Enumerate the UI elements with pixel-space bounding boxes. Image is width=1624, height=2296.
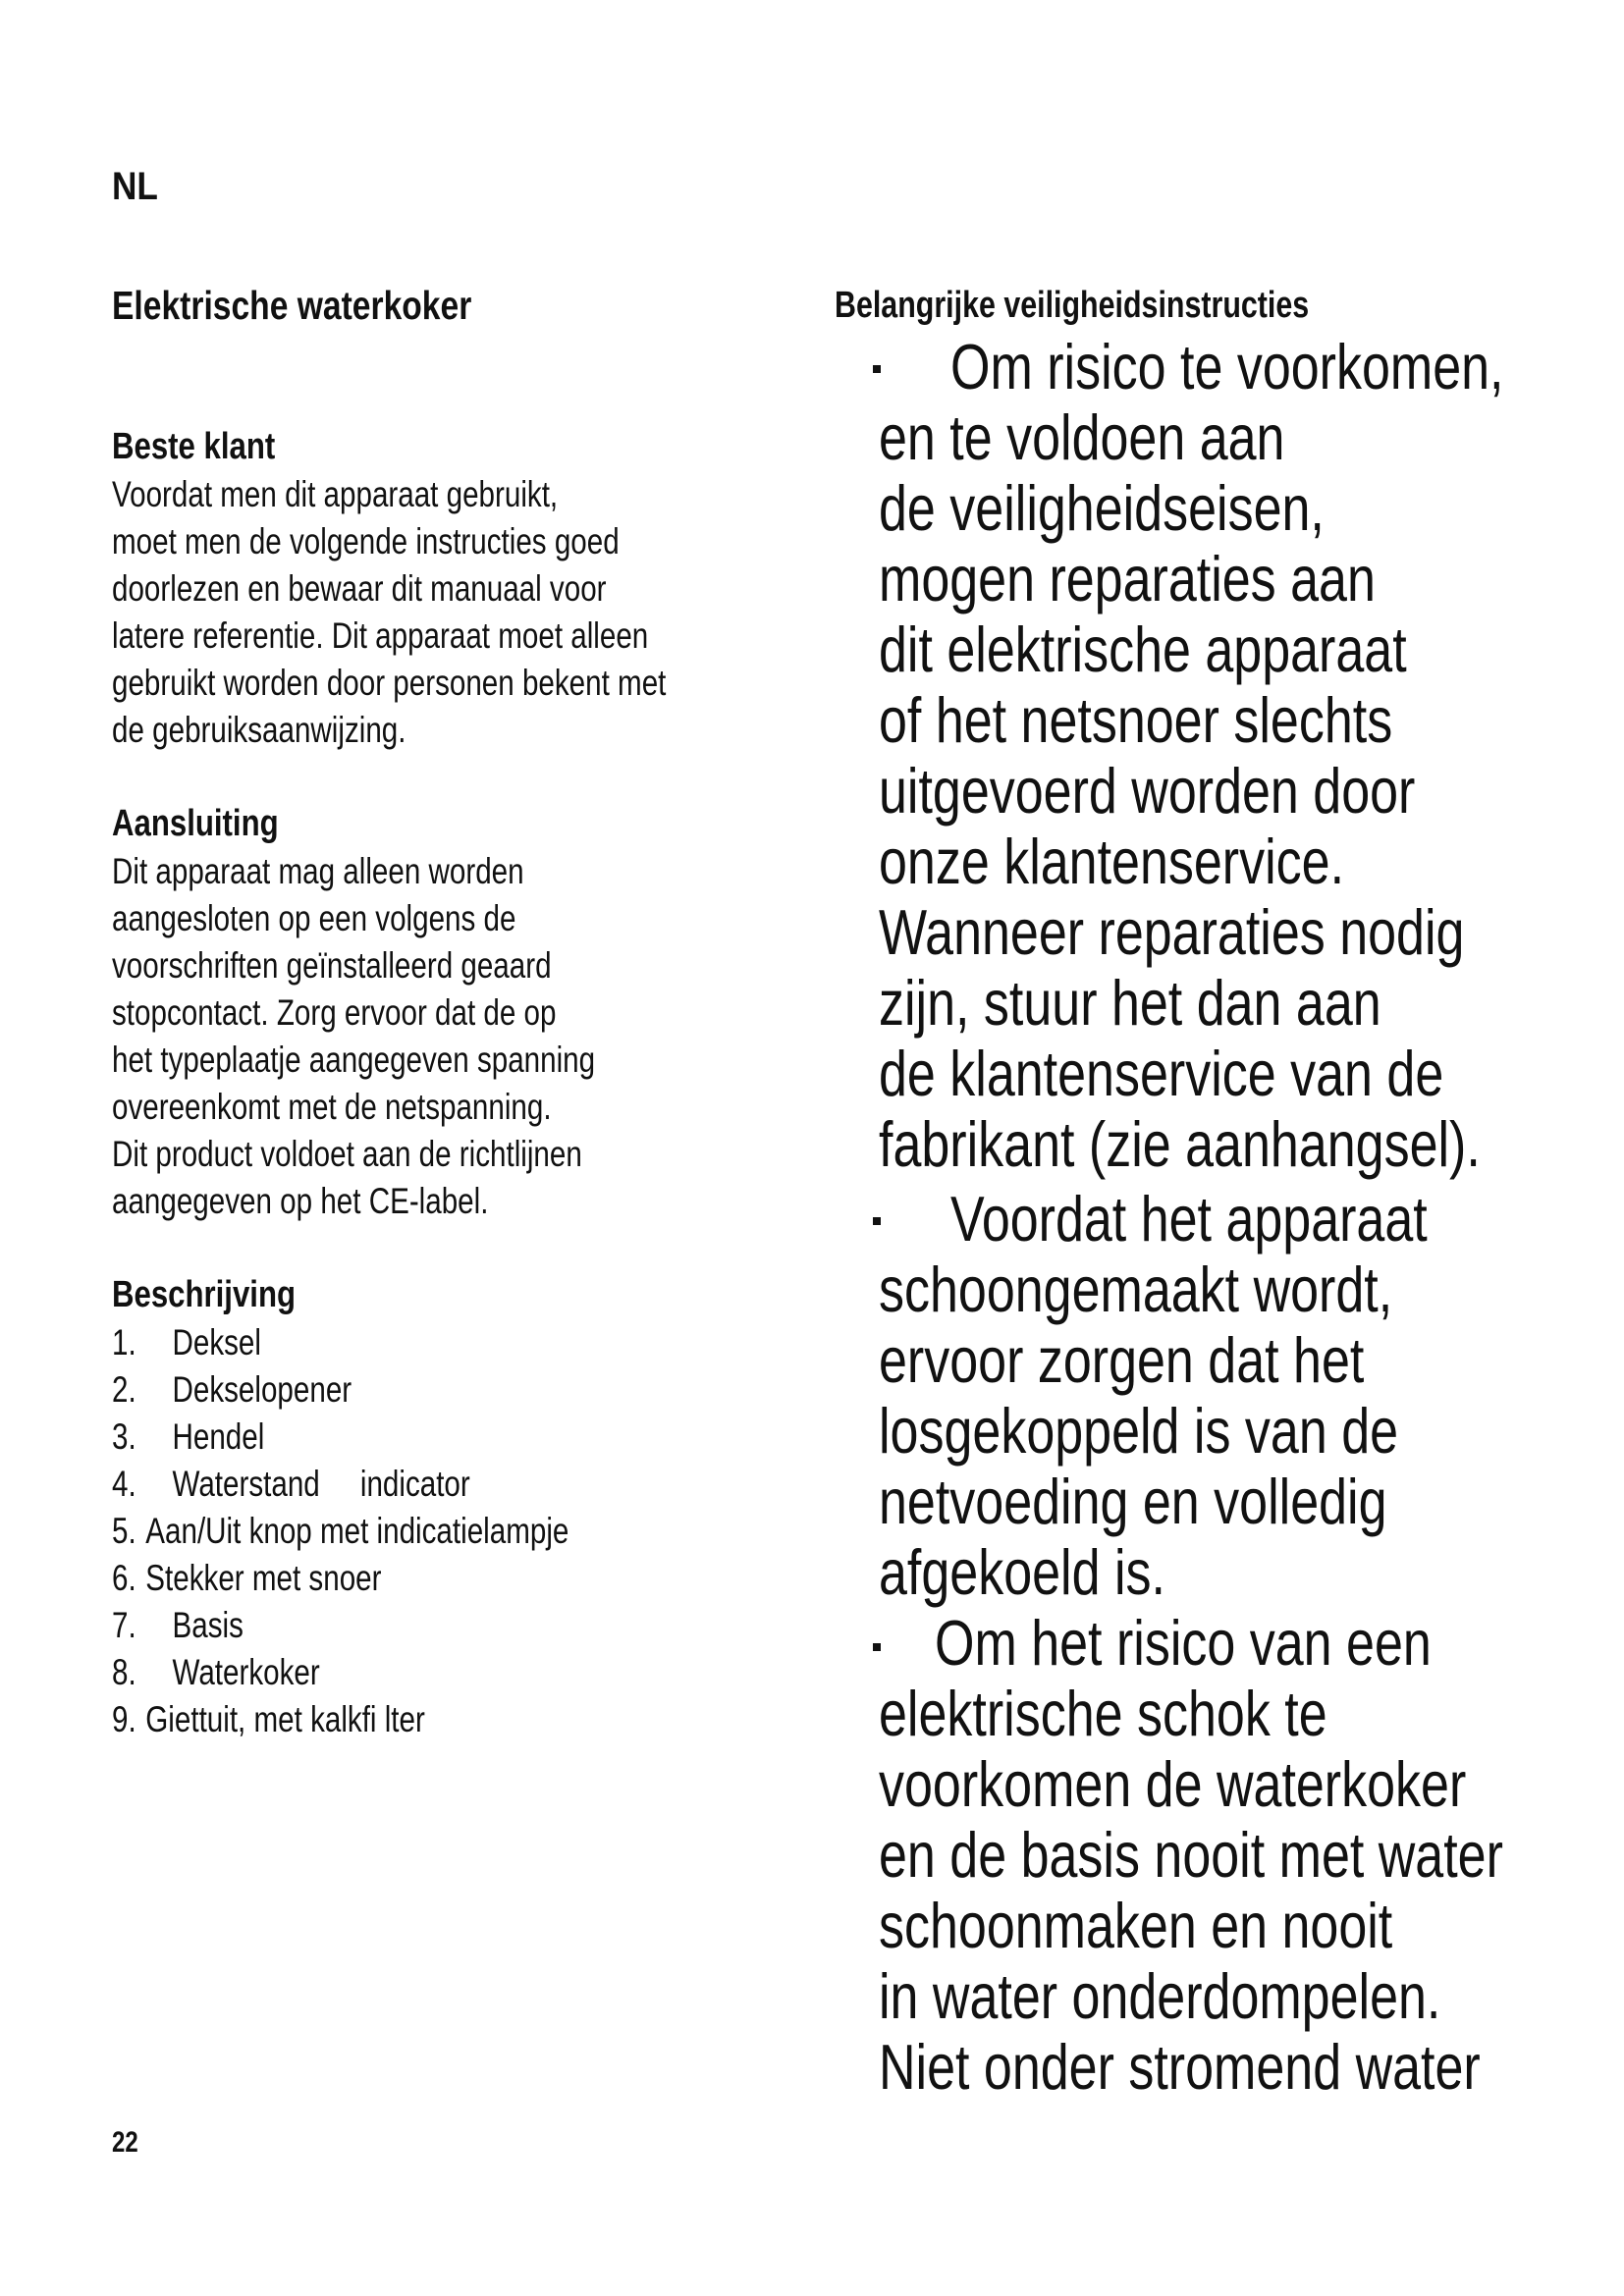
list-item-number: 9. — [112, 1699, 136, 1739]
connection-line: aangesloten op een volgens de — [112, 898, 516, 938]
safety-line: voorkomen de waterkoker — [879, 1748, 1467, 1820]
list-item-text: Waterkoker — [172, 1652, 320, 1692]
safety-line: onze klantenservice. — [879, 826, 1345, 897]
safety-line: en te voldoen aan — [879, 401, 1285, 473]
section-heading-description: Beschrijving — [112, 1274, 297, 1315]
safety-line: en de basis nooit met water — [879, 1819, 1503, 1891]
list-item-text: Deksel — [172, 1322, 261, 1362]
intro-line: Voordat men dit apparaat gebruikt, — [112, 474, 559, 514]
connection-line: Dit apparaat mag alleen worden — [112, 851, 524, 891]
list-item-number: 8. — [112, 1652, 136, 1692]
intro-line: doorlezen en bewaar dit manuaal voor — [112, 568, 607, 609]
section-heading-intro: Beste klant — [112, 426, 276, 467]
list-item — [112, 1366, 568, 1414]
list-item-text: Stekker met snoer — [145, 1558, 382, 1598]
safety-line: uitgevoerd worden door — [879, 755, 1416, 827]
language-code: NL — [112, 165, 158, 208]
list-item-text: Waterstand indicator — [172, 1464, 470, 1504]
safety-line: Om het risico van een — [935, 1607, 1432, 1679]
safety-line: zijn, stuur het dan aan — [879, 967, 1381, 1039]
intro-line: de gebruiksaanwijzing. — [112, 710, 406, 750]
safety-line: netvoeding en volledig — [879, 1466, 1387, 1537]
safety-line: ervoor zorgen dat het — [879, 1324, 1365, 1396]
connection-line: het typeplaatje aangegeven spanning — [112, 1040, 596, 1080]
intro-line: moet men de volgende instructies goed — [112, 521, 620, 561]
list-item-text: Dekselopener — [172, 1369, 352, 1410]
list-item-number: 7. — [112, 1605, 136, 1645]
list-item-number: 2. — [112, 1369, 136, 1410]
list-item-number: 4. — [112, 1464, 136, 1504]
safety-line: Wanneer reparaties nodig — [879, 896, 1465, 968]
list-item — [112, 1649, 568, 1696]
list-item — [112, 1602, 568, 1649]
safety-line: schoonmaken en nooit — [879, 1890, 1393, 1961]
list-item-text: Basis — [172, 1605, 244, 1645]
list-item-number: 5. — [112, 1511, 136, 1551]
safety-line: afgekoeld is. — [879, 1536, 1165, 1608]
intro-line: gebruikt worden door personen bekent met — [112, 663, 667, 703]
connection-line: aangegeven op het CE-label. — [112, 1181, 489, 1221]
list-item — [112, 1319, 568, 1366]
connection-line: stopcontact. Zorg ervoor dat de op — [112, 992, 557, 1033]
safety-line: schoongemaakt wordt, — [879, 1254, 1393, 1325]
safety-line: fabrikant (zie aanhangsel). — [879, 1108, 1481, 1180]
safety-line: mogen reparaties aan — [879, 543, 1376, 614]
list-item-text: Giettuit, met kalkfi lter — [145, 1699, 425, 1739]
list-item — [112, 1508, 568, 1555]
safety-line: de veiligheidseisen, — [879, 472, 1325, 544]
connection-line: voorschriften geïnstalleerd geaard — [112, 945, 552, 986]
list-item-number: 1. — [112, 1322, 136, 1362]
intro-paragraph — [112, 471, 805, 754]
safety-line: dit elektrische apparaat — [879, 614, 1407, 685]
page-number: 22 — [112, 2126, 138, 2159]
bullet-marker — [873, 1217, 881, 1225]
list-item-text: Aan/Uit knop met indicatielampje — [145, 1511, 569, 1551]
safety-line: Om risico te voorkomen, — [950, 331, 1504, 402]
list-item-number: 3. — [112, 1416, 136, 1457]
connection-paragraph — [112, 848, 716, 1225]
safety-line: of het netsnoer slechts — [879, 684, 1393, 756]
list-item — [112, 1696, 568, 1743]
intro-line: latere referentie. Dit apparaat moet alleen — [112, 615, 649, 656]
document-title: Elektrische waterkoker — [112, 283, 472, 328]
list-item-number: 6. — [112, 1558, 136, 1598]
safety-instructions-heading: Belangrijke veiligheidsinstructies — [835, 285, 1310, 326]
section-heading-connection: Aansluiting — [112, 803, 279, 844]
safety-line: de klantenservice van de — [879, 1038, 1444, 1109]
connection-line: overeenkomt met de netspanning. — [112, 1087, 552, 1127]
list-item — [112, 1414, 568, 1461]
safety-line: in water onderdompelen. — [879, 1960, 1441, 2032]
list-item — [112, 1461, 568, 1508]
bullet-marker — [873, 1643, 881, 1651]
description-list — [112, 1319, 683, 1743]
bullet-marker — [873, 365, 881, 373]
connection-line: Dit product voldoet aan de richtlijnen — [112, 1134, 582, 1174]
list-item-text: Hendel — [172, 1416, 265, 1457]
safety-line: elektrische schok te — [879, 1678, 1327, 1749]
safety-line: Niet onder stromend water — [879, 2031, 1481, 2103]
safety-line: Voordat het apparaat — [950, 1183, 1428, 1255]
list-item — [112, 1555, 568, 1602]
safety-line: losgekoppeld is van de — [879, 1395, 1399, 1467]
